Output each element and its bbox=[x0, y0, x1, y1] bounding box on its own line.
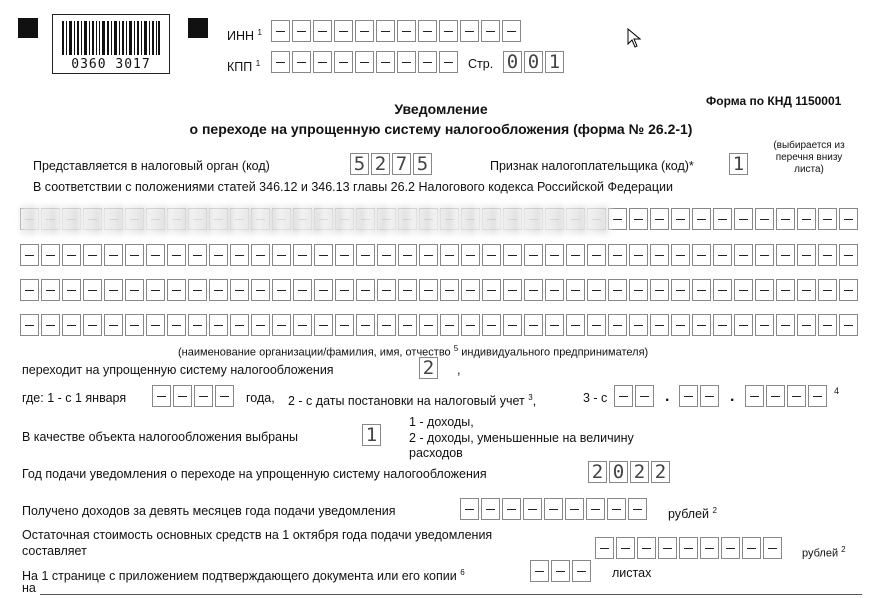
empty-char-cell[interactable] bbox=[313, 20, 332, 42]
empty-char-cell[interactable] bbox=[20, 314, 39, 336]
empty-char-cell[interactable] bbox=[700, 537, 719, 559]
empty-char-cell[interactable] bbox=[628, 498, 647, 520]
empty-char-cell[interactable] bbox=[41, 279, 60, 301]
tax-authority-label: Представляется в налоговый орган (код) bbox=[33, 159, 270, 173]
char-cell[interactable]: 1 bbox=[545, 51, 564, 73]
empty-char-cell[interactable] bbox=[776, 279, 795, 301]
page-label: Стр. bbox=[468, 57, 494, 71]
empty-char-cell[interactable] bbox=[355, 51, 374, 73]
empty-char-cell[interactable] bbox=[152, 385, 171, 407]
empty-char-cell[interactable] bbox=[397, 20, 416, 42]
bottom-divider bbox=[40, 594, 862, 595]
empty-char-cell[interactable] bbox=[523, 498, 542, 520]
empty-char-cell[interactable] bbox=[503, 244, 522, 266]
empty-char-cell[interactable] bbox=[356, 314, 375, 336]
empty-char-cell[interactable] bbox=[209, 279, 228, 301]
empty-char-cell[interactable] bbox=[502, 498, 521, 520]
income-unit: рублей $^2$ bbox=[668, 506, 717, 522]
empty-char-cell[interactable] bbox=[482, 314, 501, 336]
empty-char-cell[interactable] bbox=[293, 244, 312, 266]
char-cell[interactable]: 0 bbox=[503, 51, 522, 73]
empty-char-cell[interactable] bbox=[545, 279, 564, 301]
empty-char-cell[interactable] bbox=[20, 244, 39, 266]
object-value-field[interactable] bbox=[362, 424, 383, 446]
date-month-field[interactable] bbox=[679, 385, 721, 407]
empty-char-cell[interactable] bbox=[376, 20, 395, 42]
char-cell[interactable]: 2 bbox=[630, 461, 649, 483]
empty-char-cell[interactable] bbox=[272, 314, 291, 336]
empty-char-cell[interactable] bbox=[334, 51, 353, 73]
empty-char-cell[interactable] bbox=[713, 208, 732, 230]
org-name-caption: (наименование организации/фамилия, имя, отчество $^5$ индивидуального предпринимателя) bbox=[178, 344, 649, 359]
footnote-4: 4 bbox=[834, 386, 840, 396]
empty-char-cell[interactable] bbox=[608, 314, 627, 336]
empty-char-cell[interactable] bbox=[335, 314, 354, 336]
empty-char-cell[interactable] bbox=[271, 51, 290, 73]
pages-unit: листах bbox=[612, 566, 652, 580]
org-name-row-3[interactable] bbox=[20, 279, 860, 301]
empty-char-cell[interactable] bbox=[272, 279, 291, 301]
empty-char-cell[interactable] bbox=[230, 279, 249, 301]
empty-char-cell[interactable] bbox=[629, 279, 648, 301]
empty-char-cell[interactable] bbox=[482, 279, 501, 301]
empty-char-cell[interactable] bbox=[763, 537, 782, 559]
empty-char-cell[interactable] bbox=[787, 385, 806, 407]
empty-char-cell[interactable] bbox=[188, 314, 207, 336]
empty-char-cell[interactable] bbox=[146, 279, 165, 301]
legal-basis-text: В соответствии с положениями статей 346.12 и 346.13 главы 26.2 Налогового кодекса Российской Федерации bbox=[33, 180, 673, 194]
where-label: где: 1 - с 1 января bbox=[22, 391, 127, 405]
empty-char-cell[interactable] bbox=[650, 208, 669, 230]
taxpayer-sign-label: Признак налогоплательщика (код)* bbox=[490, 159, 694, 173]
empty-char-cell[interactable] bbox=[566, 279, 585, 301]
empty-char-cell[interactable] bbox=[481, 20, 500, 42]
char-cell[interactable]: 7 bbox=[392, 153, 411, 175]
transition-label: переходит на упрощенную систему налогообложения bbox=[22, 363, 334, 377]
empty-char-cell[interactable] bbox=[671, 279, 690, 301]
empty-char-cell[interactable] bbox=[679, 385, 698, 407]
empty-char-cell[interactable] bbox=[545, 244, 564, 266]
empty-char-cell[interactable] bbox=[797, 244, 816, 266]
empty-char-cell[interactable] bbox=[839, 279, 858, 301]
empty-char-cell[interactable] bbox=[41, 314, 60, 336]
barcode-bars bbox=[62, 21, 160, 55]
empty-char-cell[interactable] bbox=[503, 279, 522, 301]
empty-char-cell[interactable] bbox=[439, 20, 458, 42]
empty-char-cell[interactable] bbox=[230, 244, 249, 266]
empty-char-cell[interactable] bbox=[104, 314, 123, 336]
pages-label-1: На 1 странице с приложением подтверждающего документа или его копии $^6$ bbox=[22, 568, 465, 584]
document-title: Уведомление bbox=[394, 101, 488, 117]
empty-char-cell[interactable] bbox=[629, 244, 648, 266]
empty-char-cell[interactable] bbox=[376, 51, 395, 73]
empty-char-cell[interactable] bbox=[587, 244, 606, 266]
empty-char-cell[interactable] bbox=[614, 385, 633, 407]
empty-char-cell[interactable] bbox=[755, 279, 774, 301]
option2-text: 2 - с даты постановки на налоговый учет $^3$, bbox=[288, 393, 537, 409]
empty-char-cell[interactable] bbox=[314, 314, 333, 336]
empty-char-cell[interactable] bbox=[461, 244, 480, 266]
object-option-1: 1 - доходы, bbox=[409, 415, 474, 429]
pages-label-2: на bbox=[22, 581, 36, 595]
empty-char-cell[interactable] bbox=[62, 279, 81, 301]
char-cell[interactable]: 2 bbox=[371, 153, 390, 175]
empty-char-cell[interactable] bbox=[544, 498, 563, 520]
pages-count-field[interactable] bbox=[530, 560, 593, 582]
empty-char-cell[interactable] bbox=[692, 279, 711, 301]
empty-char-cell[interactable] bbox=[818, 208, 837, 230]
empty-char-cell[interactable] bbox=[125, 279, 144, 301]
empty-char-cell[interactable] bbox=[146, 244, 165, 266]
empty-char-cell[interactable] bbox=[797, 314, 816, 336]
empty-char-cell[interactable] bbox=[595, 537, 614, 559]
empty-char-cell[interactable] bbox=[650, 244, 669, 266]
empty-char-cell[interactable] bbox=[524, 279, 543, 301]
empty-char-cell[interactable] bbox=[377, 314, 396, 336]
kpp-label: КПП $^1$ bbox=[227, 59, 261, 75]
empty-char-cell[interactable] bbox=[440, 279, 459, 301]
empty-char-cell[interactable] bbox=[734, 244, 753, 266]
empty-char-cell[interactable] bbox=[397, 51, 416, 73]
empty-char-cell[interactable] bbox=[587, 314, 606, 336]
empty-char-cell[interactable] bbox=[607, 498, 626, 520]
empty-char-cell[interactable] bbox=[797, 208, 816, 230]
empty-char-cell[interactable] bbox=[572, 560, 591, 582]
empty-char-cell[interactable] bbox=[755, 208, 774, 230]
empty-char-cell[interactable] bbox=[766, 385, 785, 407]
empty-char-cell[interactable] bbox=[230, 314, 249, 336]
empty-char-cell[interactable] bbox=[635, 385, 654, 407]
empty-char-cell[interactable] bbox=[440, 244, 459, 266]
income-field[interactable] bbox=[460, 498, 649, 520]
empty-char-cell[interactable] bbox=[419, 244, 438, 266]
empty-char-cell[interactable] bbox=[839, 314, 858, 336]
char-cell[interactable]: 2 bbox=[588, 461, 607, 483]
empty-char-cell[interactable] bbox=[398, 244, 417, 266]
corner-marker-right bbox=[188, 18, 208, 38]
empty-char-cell[interactable] bbox=[188, 244, 207, 266]
empty-char-cell[interactable] bbox=[334, 20, 353, 42]
char-cell[interactable]: 0 bbox=[609, 461, 628, 483]
empty-char-cell[interactable] bbox=[551, 560, 570, 582]
date-separator-2: . bbox=[730, 388, 735, 405]
empty-char-cell[interactable] bbox=[209, 244, 228, 266]
empty-char-cell[interactable] bbox=[481, 498, 500, 520]
empty-char-cell[interactable] bbox=[608, 208, 627, 230]
empty-char-cell[interactable] bbox=[587, 279, 606, 301]
empty-char-cell[interactable] bbox=[742, 537, 761, 559]
empty-char-cell[interactable] bbox=[671, 244, 690, 266]
empty-char-cell[interactable] bbox=[418, 20, 437, 42]
empty-char-cell[interactable] bbox=[41, 244, 60, 266]
document-subtitle: о переходе на упрощенную систему налогообложения (форма № 26.2-1) bbox=[189, 121, 693, 137]
empty-char-cell[interactable] bbox=[586, 498, 605, 520]
empty-char-cell[interactable] bbox=[83, 314, 102, 336]
empty-char-cell[interactable] bbox=[700, 385, 719, 407]
mouse-cursor-icon bbox=[627, 28, 641, 48]
empty-char-cell[interactable] bbox=[797, 279, 816, 301]
empty-char-cell[interactable] bbox=[104, 244, 123, 266]
empty-char-cell[interactable] bbox=[692, 314, 711, 336]
char-cell[interactable]: 1 bbox=[729, 153, 748, 175]
empty-char-cell[interactable] bbox=[83, 244, 102, 266]
date-separator-1: . bbox=[665, 388, 670, 405]
january-year-field[interactable] bbox=[152, 385, 236, 407]
char-cell[interactable]: 5 bbox=[350, 153, 369, 175]
empty-char-cell[interactable] bbox=[818, 244, 837, 266]
empty-char-cell[interactable] bbox=[818, 314, 837, 336]
empty-char-cell[interactable] bbox=[419, 314, 438, 336]
empty-char-cell[interactable] bbox=[173, 385, 192, 407]
form-code: Форма по КНД 1150001 bbox=[706, 94, 842, 108]
empty-char-cell[interactable] bbox=[565, 498, 584, 520]
empty-char-cell[interactable] bbox=[188, 279, 207, 301]
empty-char-cell[interactable] bbox=[356, 244, 375, 266]
empty-char-cell[interactable] bbox=[293, 279, 312, 301]
empty-char-cell[interactable] bbox=[566, 244, 585, 266]
transition-value-field[interactable] bbox=[419, 357, 440, 379]
empty-char-cell[interactable] bbox=[713, 279, 732, 301]
page-number-field[interactable] bbox=[503, 51, 566, 73]
empty-char-cell[interactable] bbox=[292, 51, 311, 73]
empty-char-cell[interactable] bbox=[439, 51, 458, 73]
empty-char-cell[interactable] bbox=[125, 244, 144, 266]
empty-char-cell[interactable] bbox=[377, 279, 396, 301]
empty-char-cell[interactable] bbox=[692, 208, 711, 230]
object-option-2-cont: расходов bbox=[409, 446, 463, 460]
income-label: Получено доходов за девять месяцев года подачи уведомления bbox=[22, 504, 396, 518]
empty-char-cell[interactable] bbox=[83, 279, 102, 301]
assets-field[interactable] bbox=[595, 537, 784, 559]
char-cell[interactable]: 5 bbox=[413, 153, 432, 175]
empty-char-cell[interactable] bbox=[292, 20, 311, 42]
empty-char-cell[interactable] bbox=[419, 279, 438, 301]
empty-char-cell[interactable] bbox=[314, 244, 333, 266]
empty-char-cell[interactable] bbox=[398, 279, 417, 301]
empty-char-cell[interactable] bbox=[776, 244, 795, 266]
empty-char-cell[interactable] bbox=[755, 244, 774, 266]
assets-unit: рублей $^2$ bbox=[802, 545, 846, 560]
empty-char-cell[interactable] bbox=[566, 314, 585, 336]
barcode bbox=[52, 14, 170, 74]
year-word: года, bbox=[246, 391, 275, 405]
empty-char-cell[interactable] bbox=[356, 279, 375, 301]
empty-char-cell[interactable] bbox=[125, 314, 144, 336]
empty-char-cell[interactable] bbox=[271, 20, 290, 42]
empty-char-cell[interactable] bbox=[418, 51, 437, 73]
empty-char-cell[interactable] bbox=[398, 314, 417, 336]
object-label: В качестве объекта налогообложения выбраны bbox=[22, 430, 298, 444]
char-cell[interactable]: 2 bbox=[651, 461, 670, 483]
empty-char-cell[interactable] bbox=[616, 537, 635, 559]
empty-char-cell[interactable] bbox=[608, 279, 627, 301]
empty-char-cell[interactable] bbox=[839, 208, 858, 230]
empty-char-cell[interactable] bbox=[440, 314, 459, 336]
inn-label: ИНН $^1$ bbox=[227, 28, 262, 44]
transition-comma: , bbox=[457, 363, 461, 377]
option3-text: 3 - с bbox=[583, 391, 608, 405]
empty-char-cell[interactable] bbox=[377, 244, 396, 266]
taxpayer-sign-field[interactable] bbox=[729, 153, 750, 175]
empty-char-cell[interactable] bbox=[251, 314, 270, 336]
empty-char-cell[interactable] bbox=[335, 279, 354, 301]
char-cell[interactable]: 2 bbox=[419, 357, 438, 379]
char-cell[interactable]: 0 bbox=[524, 51, 543, 73]
empty-char-cell[interactable] bbox=[502, 20, 521, 42]
empty-char-cell[interactable] bbox=[251, 244, 270, 266]
kpp-field[interactable] bbox=[271, 51, 460, 73]
empty-char-cell[interactable] bbox=[530, 560, 549, 582]
empty-char-cell[interactable] bbox=[461, 279, 480, 301]
empty-char-cell[interactable] bbox=[482, 244, 501, 266]
taxpayer-sign-note: (выбирается из перечня внизу листа) bbox=[773, 140, 845, 175]
empty-char-cell[interactable] bbox=[629, 208, 648, 230]
year-label: Год подачи уведомления о переходе на упрощенную систему налогообложения bbox=[22, 467, 487, 481]
empty-char-cell[interactable] bbox=[167, 244, 186, 266]
empty-char-cell[interactable] bbox=[713, 314, 732, 336]
empty-char-cell[interactable] bbox=[460, 498, 479, 520]
empty-char-cell[interactable] bbox=[713, 244, 732, 266]
object-option-2: 2 - доходы, уменьшенные на величину bbox=[409, 431, 634, 445]
empty-char-cell[interactable] bbox=[209, 314, 228, 336]
empty-char-cell[interactable] bbox=[62, 314, 81, 336]
empty-char-cell[interactable] bbox=[167, 279, 186, 301]
empty-char-cell[interactable] bbox=[818, 279, 837, 301]
empty-char-cell[interactable] bbox=[734, 314, 753, 336]
empty-char-cell[interactable] bbox=[314, 279, 333, 301]
inn-field[interactable] bbox=[271, 20, 523, 42]
empty-char-cell[interactable] bbox=[637, 537, 656, 559]
empty-char-cell[interactable] bbox=[461, 314, 480, 336]
empty-char-cell[interactable] bbox=[146, 314, 165, 336]
empty-char-cell[interactable] bbox=[524, 314, 543, 336]
empty-char-cell[interactable] bbox=[734, 279, 753, 301]
date-year-field[interactable] bbox=[745, 385, 829, 407]
empty-char-cell[interactable] bbox=[293, 314, 312, 336]
empty-char-cell[interactable] bbox=[104, 279, 123, 301]
empty-char-cell[interactable] bbox=[251, 279, 270, 301]
empty-char-cell[interactable] bbox=[167, 314, 186, 336]
empty-char-cell[interactable] bbox=[734, 208, 753, 230]
empty-char-cell[interactable] bbox=[808, 385, 827, 407]
empty-char-cell[interactable] bbox=[215, 385, 234, 407]
empty-char-cell[interactable] bbox=[355, 20, 374, 42]
empty-char-cell[interactable] bbox=[721, 537, 740, 559]
corner-marker-left bbox=[18, 18, 38, 38]
barcode-number: 0360 3017 bbox=[71, 57, 151, 72]
empty-char-cell[interactable] bbox=[194, 385, 213, 407]
empty-char-cell[interactable] bbox=[20, 279, 39, 301]
empty-char-cell[interactable] bbox=[671, 314, 690, 336]
empty-char-cell[interactable] bbox=[658, 537, 677, 559]
empty-char-cell[interactable] bbox=[460, 20, 479, 42]
empty-char-cell[interactable] bbox=[629, 314, 648, 336]
empty-char-cell[interactable] bbox=[776, 314, 795, 336]
empty-char-cell[interactable] bbox=[650, 314, 669, 336]
empty-char-cell[interactable] bbox=[313, 51, 332, 73]
empty-char-cell[interactable] bbox=[524, 244, 543, 266]
date-day-field[interactable] bbox=[614, 385, 656, 407]
char-cell[interactable]: 1 bbox=[362, 424, 381, 446]
empty-char-cell[interactable] bbox=[679, 537, 698, 559]
redacted-org-name bbox=[20, 206, 610, 234]
year-value-field[interactable] bbox=[588, 461, 672, 483]
empty-char-cell[interactable] bbox=[650, 279, 669, 301]
empty-char-cell[interactable] bbox=[776, 208, 795, 230]
tax-authority-code-field[interactable] bbox=[350, 153, 434, 175]
assets-label-2: составляет bbox=[22, 544, 87, 558]
empty-char-cell[interactable] bbox=[545, 314, 564, 336]
empty-char-cell[interactable] bbox=[335, 244, 354, 266]
assets-label-1: Остаточная стоимость основных средств на 1 октября года подачи уведомления bbox=[22, 528, 493, 542]
empty-char-cell[interactable] bbox=[755, 314, 774, 336]
org-name-row-2[interactable] bbox=[20, 244, 860, 266]
empty-char-cell[interactable] bbox=[839, 244, 858, 266]
empty-char-cell[interactable] bbox=[608, 244, 627, 266]
empty-char-cell[interactable] bbox=[503, 314, 522, 336]
empty-char-cell[interactable] bbox=[671, 208, 690, 230]
empty-char-cell[interactable] bbox=[692, 244, 711, 266]
empty-char-cell[interactable] bbox=[745, 385, 764, 407]
org-name-row-4[interactable] bbox=[20, 314, 860, 336]
empty-char-cell[interactable] bbox=[272, 244, 291, 266]
empty-char-cell[interactable] bbox=[62, 244, 81, 266]
